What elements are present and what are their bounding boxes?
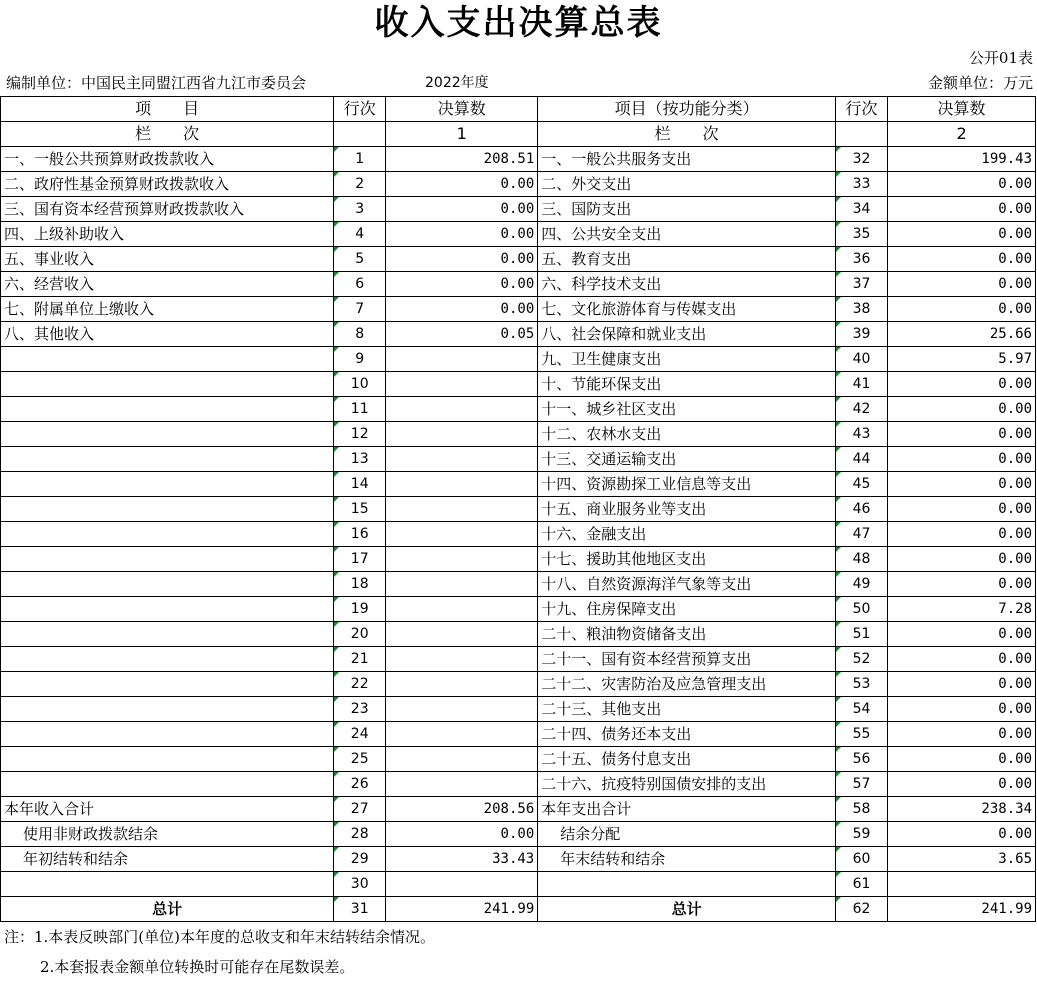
expense-row-no: 58 <box>836 797 888 822</box>
table-row <box>1 547 1036 572</box>
income-item: 四、上级补助收入 <box>1 222 334 247</box>
income-item: 七、附属单位上缴收入 <box>1 297 334 322</box>
expense-amount: 0.00 <box>888 172 1036 197</box>
expense-item: 二十四、债务还本支出 <box>538 722 836 747</box>
table-row <box>1 222 1036 247</box>
income-row-no: 24 <box>334 722 386 747</box>
expense-row-no: 49 <box>836 572 888 597</box>
income-amount <box>386 572 538 597</box>
income-row-no: 25 <box>334 747 386 772</box>
income-item: 五、事业收入 <box>1 247 334 272</box>
income-item: 六、经营收入 <box>1 272 334 297</box>
table-row <box>1 722 1036 747</box>
expense-item: 年末结转和结余 <box>538 847 836 872</box>
income-amount <box>386 722 538 747</box>
expense-amount: 238.34 <box>888 797 1036 822</box>
income-amount: 208.51 <box>386 147 538 172</box>
table-row <box>1 522 1036 547</box>
table-row <box>1 322 1036 347</box>
income-row-no: 29 <box>334 847 386 872</box>
expense-row-no: 42 <box>836 397 888 422</box>
expense-row-no: 60 <box>836 847 888 872</box>
income-item <box>1 872 334 897</box>
expense-amount: 5.97 <box>888 347 1036 372</box>
table-row <box>1 247 1036 272</box>
expense-item: 四、公共安全支出 <box>538 222 836 247</box>
income-amount: 0.00 <box>386 297 538 322</box>
expense-amount: 0.00 <box>888 247 1036 272</box>
expense-item: 本年支出合计 <box>538 797 836 822</box>
income-amount: 0.00 <box>386 222 538 247</box>
expense-item: 十七、援助其他地区支出 <box>538 547 836 572</box>
table-row <box>1 647 1036 672</box>
expense-row-no: 37 <box>836 272 888 297</box>
income-item: 使用非财政拨款结余 <box>1 822 334 847</box>
income-amount <box>386 672 538 697</box>
table-row <box>1 772 1036 797</box>
table-row <box>1 272 1036 297</box>
expense-amount: 0.00 <box>888 722 1036 747</box>
header-item-func: 项目（按功能分类） <box>538 97 836 122</box>
income-row-no: 2 <box>334 172 386 197</box>
expense-item: 九、卫生健康支出 <box>538 347 836 372</box>
income-item <box>1 422 334 447</box>
header-row-no: 行次 <box>334 97 386 122</box>
lanci-number: 1 <box>386 122 538 147</box>
income-row-no: 15 <box>334 497 386 522</box>
table-row <box>1 347 1036 372</box>
table-row <box>1 497 1036 522</box>
income-row-no: 22 <box>334 672 386 697</box>
form-code: 公开01表 <box>968 49 1033 67</box>
table-row <box>1 422 1036 447</box>
expense-row-no: 35 <box>836 222 888 247</box>
income-item: 三、国有资本经营预算财政拨款收入 <box>1 197 334 222</box>
income-amount: 241.99 <box>386 897 538 922</box>
table-row <box>1 672 1036 697</box>
expense-amount: 0.00 <box>888 422 1036 447</box>
income-row-no: 16 <box>334 522 386 547</box>
budget-table <box>0 96 1036 922</box>
expense-item: 二、外交支出 <box>538 172 836 197</box>
income-amount <box>386 547 538 572</box>
total-row <box>1 897 1036 922</box>
expense-amount <box>888 872 1036 897</box>
income-item <box>1 497 334 522</box>
expense-amount: 0.00 <box>888 472 1036 497</box>
expense-row-no: 39 <box>836 322 888 347</box>
expense-row-no: 51 <box>836 622 888 647</box>
income-row-no: 17 <box>334 547 386 572</box>
expense-amount: 0.00 <box>888 672 1036 697</box>
income-row-no: 3 <box>334 197 386 222</box>
expense-item: 三、国防支出 <box>538 197 836 222</box>
income-row-no: 12 <box>334 422 386 447</box>
income-amount <box>386 497 538 522</box>
income-row-no: 31 <box>334 897 386 922</box>
income-item: 八、其他收入 <box>1 322 334 347</box>
income-item: 年初结转和结余 <box>1 847 334 872</box>
expense-amount: 0.00 <box>888 497 1036 522</box>
income-amount: 0.05 <box>386 322 538 347</box>
expense-item: 七、文化旅游体育与传媒支出 <box>538 297 836 322</box>
income-amount: 0.00 <box>386 172 538 197</box>
table-row <box>1 372 1036 397</box>
expense-item: 六、科学技术支出 <box>538 272 836 297</box>
income-row-no: 1 <box>334 147 386 172</box>
income-amount: 0.00 <box>386 272 538 297</box>
income-item <box>1 372 334 397</box>
income-amount <box>386 447 538 472</box>
income-row-no: 28 <box>334 822 386 847</box>
lanci-blank-2 <box>836 122 888 147</box>
table-row <box>1 597 1036 622</box>
expense-item: 一、一般公共服务支出 <box>538 147 836 172</box>
expense-item: 二十一、国有资本经营预算支出 <box>538 647 836 672</box>
income-item <box>1 347 334 372</box>
expense-item: 十四、资源勘探工业信息等支出 <box>538 472 836 497</box>
income-item <box>1 647 334 672</box>
expense-row-no: 50 <box>836 597 888 622</box>
note-2: 2.本套报表金额单位转换时可能存在尾数误差。 <box>40 958 355 976</box>
header-row <box>1 97 1036 122</box>
expense-row-no: 55 <box>836 722 888 747</box>
income-amount <box>386 522 538 547</box>
income-amount <box>386 397 538 422</box>
expense-amount: 0.00 <box>888 297 1036 322</box>
expense-item: 十一、城乡社区支出 <box>538 397 836 422</box>
income-row-no: 19 <box>334 597 386 622</box>
income-item: 本年收入合计 <box>1 797 334 822</box>
expense-row-no: 34 <box>836 197 888 222</box>
income-amount: 208.56 <box>386 797 538 822</box>
expense-item: 结余分配 <box>538 822 836 847</box>
table-row <box>1 472 1036 497</box>
income-row-no: 6 <box>334 272 386 297</box>
expense-item: 十、节能环保支出 <box>538 372 836 397</box>
income-amount <box>386 747 538 772</box>
income-row-no: 26 <box>334 772 386 797</box>
expense-item: 十五、商业服务业等支出 <box>538 497 836 522</box>
income-row-no: 8 <box>334 322 386 347</box>
lanci-label-2: 栏 次 <box>538 122 836 147</box>
income-amount: 0.00 <box>386 822 538 847</box>
expense-amount: 0.00 <box>888 547 1036 572</box>
table-row <box>1 397 1036 422</box>
expense-amount: 0.00 <box>888 622 1036 647</box>
income-row-no: 27 <box>334 797 386 822</box>
expense-amount: 199.43 <box>888 147 1036 172</box>
income-row-no: 5 <box>334 247 386 272</box>
income-amount <box>386 347 538 372</box>
table-row <box>1 822 1036 847</box>
income-item <box>1 522 334 547</box>
expense-amount: 7.28 <box>888 597 1036 622</box>
page-title: 收入支出决算总表 <box>374 3 663 43</box>
income-amount <box>386 597 538 622</box>
notes <box>0 922 1037 982</box>
expense-amount: 0.00 <box>888 197 1036 222</box>
expense-row-no: 57 <box>836 772 888 797</box>
income-amount <box>386 372 538 397</box>
expense-amount: 0.00 <box>888 447 1036 472</box>
expense-row-no: 46 <box>836 497 888 522</box>
income-item <box>1 572 334 597</box>
expense-amount: 0.00 <box>888 572 1036 597</box>
expense-row-no: 33 <box>836 172 888 197</box>
expense-item: 总计 <box>538 897 836 922</box>
income-amount: 0.00 <box>386 247 538 272</box>
expense-amount: 0.00 <box>888 372 1036 397</box>
income-amount: 33.43 <box>386 847 538 872</box>
fiscal-year: 2022年度 <box>425 75 489 91</box>
income-amount <box>386 772 538 797</box>
expense-amount: 0.00 <box>888 272 1036 297</box>
income-item <box>1 447 334 472</box>
lanci-number-2: 2 <box>888 122 1036 147</box>
expense-item: 十三、交通运输支出 <box>538 447 836 472</box>
expense-amount: 241.99 <box>888 897 1036 922</box>
expense-amount: 0.00 <box>888 397 1036 422</box>
table-row <box>1 747 1036 772</box>
table-row <box>1 572 1036 597</box>
expense-item: 八、社会保障和就业支出 <box>538 322 836 347</box>
income-amount <box>386 422 538 447</box>
table-row <box>1 197 1036 222</box>
expense-amount: 3.65 <box>888 847 1036 872</box>
expense-row-no: 48 <box>836 547 888 572</box>
expense-row-no: 61 <box>836 872 888 897</box>
meta-row <box>0 71 1037 96</box>
income-item <box>1 597 334 622</box>
income-row-no: 7 <box>334 297 386 322</box>
income-row-no: 11 <box>334 397 386 422</box>
expense-amount: 0.00 <box>888 222 1036 247</box>
income-item <box>1 672 334 697</box>
table-row <box>1 847 1036 872</box>
table-row <box>1 447 1036 472</box>
income-item <box>1 697 334 722</box>
income-amount <box>386 622 538 647</box>
income-item: 总计 <box>1 897 334 922</box>
lanci-label: 栏 次 <box>1 122 334 147</box>
expense-item: 二十六、抗疫特别国债安排的支出 <box>538 772 836 797</box>
income-row-no: 23 <box>334 697 386 722</box>
table-row <box>1 872 1036 897</box>
expense-row-no: 40 <box>836 347 888 372</box>
income-item: 一、一般公共预算财政拨款收入 <box>1 147 334 172</box>
header-amount-2: 决算数 <box>888 97 1036 122</box>
expense-amount: 0.00 <box>888 522 1036 547</box>
expense-row-no: 53 <box>836 672 888 697</box>
lanci-blank <box>334 122 386 147</box>
income-item <box>1 747 334 772</box>
income-row-no: 20 <box>334 622 386 647</box>
expense-row-no: 47 <box>836 522 888 547</box>
table-row <box>1 797 1036 822</box>
expense-row-no: 54 <box>836 697 888 722</box>
amount-unit: 金额单位：万元 <box>927 74 1033 92</box>
table-row <box>1 622 1036 647</box>
income-item <box>1 722 334 747</box>
expense-row-no: 36 <box>836 247 888 272</box>
expense-amount: 25.66 <box>888 322 1036 347</box>
income-row-no: 14 <box>334 472 386 497</box>
expense-row-no: 41 <box>836 372 888 397</box>
income-item <box>1 622 334 647</box>
table-row <box>1 172 1036 197</box>
expense-item: 五、教育支出 <box>538 247 836 272</box>
expense-item: 十六、金融支出 <box>538 522 836 547</box>
income-row-no: 4 <box>334 222 386 247</box>
income-row-no: 9 <box>334 347 386 372</box>
expense-amount: 0.00 <box>888 697 1036 722</box>
income-amount: 0.00 <box>386 197 538 222</box>
income-amount <box>386 697 538 722</box>
income-row-no: 18 <box>334 572 386 597</box>
income-amount <box>386 872 538 897</box>
income-row-no: 21 <box>334 647 386 672</box>
table-row <box>1 297 1036 322</box>
expense-row-no: 44 <box>836 447 888 472</box>
expense-item: 二十五、债务付息支出 <box>538 747 836 772</box>
table-row <box>1 147 1036 172</box>
header-row-no-2: 行次 <box>836 97 888 122</box>
income-amount <box>386 472 538 497</box>
expense-item: 二十三、其他支出 <box>538 697 836 722</box>
expense-row-no: 62 <box>836 897 888 922</box>
expense-row-no: 45 <box>836 472 888 497</box>
header-amount: 决算数 <box>386 97 538 122</box>
expense-item: 二十二、灾害防治及应急管理支出 <box>538 672 836 697</box>
expense-row-no: 32 <box>836 147 888 172</box>
income-item: 二、政府性基金预算财政拨款收入 <box>1 172 334 197</box>
income-row-no: 30 <box>334 872 386 897</box>
income-item <box>1 472 334 497</box>
column-index-row <box>1 122 1036 147</box>
header-item: 项 目 <box>1 97 334 122</box>
expense-amount: 0.00 <box>888 822 1036 847</box>
income-row-no: 13 <box>334 447 386 472</box>
expense-row-no: 38 <box>836 297 888 322</box>
expense-row-no: 43 <box>836 422 888 447</box>
expense-row-no: 59 <box>836 822 888 847</box>
note-1: 注：1.本表反映部门(单位)本年度的总收支和年末结转结余情况。 <box>4 928 436 946</box>
expense-item: 二十、粮油物资储备支出 <box>538 622 836 647</box>
expense-item: 十九、住房保障支出 <box>538 597 836 622</box>
expense-item: 十八、自然资源海洋气象等支出 <box>538 572 836 597</box>
income-item <box>1 397 334 422</box>
expense-amount: 0.00 <box>888 647 1036 672</box>
compiling-unit: 编制单位：中国民主同盟江西省九江市委员会 <box>6 74 307 92</box>
expense-row-no: 56 <box>836 747 888 772</box>
expense-amount: 0.00 <box>888 747 1036 772</box>
income-row-no: 10 <box>334 372 386 397</box>
income-item <box>1 547 334 572</box>
income-amount <box>386 647 538 672</box>
income-item <box>1 772 334 797</box>
expense-item: 十二、农林水支出 <box>538 422 836 447</box>
expense-row-no: 52 <box>836 647 888 672</box>
table-row <box>1 697 1036 722</box>
expense-amount: 0.00 <box>888 772 1036 797</box>
expense-item <box>538 872 836 897</box>
